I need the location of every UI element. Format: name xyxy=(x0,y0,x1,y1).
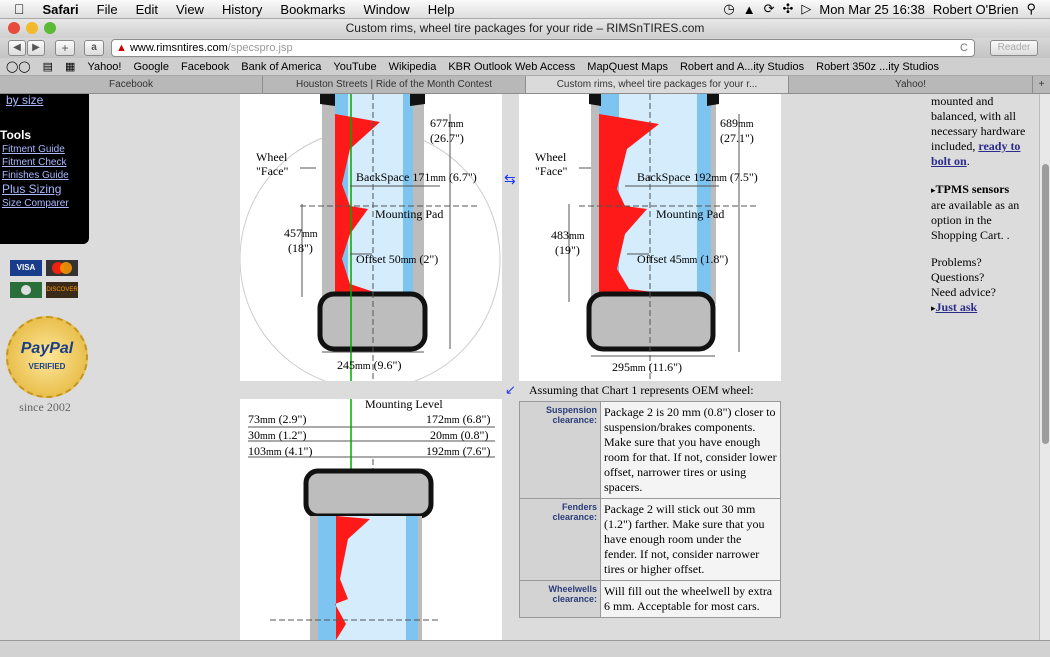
close-window-button[interactable] xyxy=(8,22,20,34)
url-domain: www.rimsntires.com xyxy=(129,42,228,54)
tab-bar xyxy=(0,76,1050,94)
chart2-height-in: (27.1") xyxy=(720,131,754,145)
right-intro-text: mounted and balanced, with all necessary hardware included, ready to bolt on. xyxy=(931,94,1026,168)
table-row-value: Will fill out the wheelwell by extra 6 mm. Acceptable for most cars. xyxy=(601,581,781,618)
chart1-dia-in: (18") xyxy=(288,241,313,255)
new-tab-plus-icon[interactable]: + xyxy=(1038,79,1045,90)
mounting-left-1: 73mm (2.9") xyxy=(248,412,307,426)
paypal-text: PayPal xyxy=(20,340,74,357)
clock[interactable]: Mon Mar 25 16:38 xyxy=(819,1,925,17)
mounting-right-1: 172mm (6.8") xyxy=(426,412,491,426)
wifi-icon[interactable]: ▲ xyxy=(742,1,756,17)
tab-yahoo[interactable]: Yahoo! xyxy=(789,76,1033,93)
finishes-guide-link[interactable]: Finishes Guide xyxy=(2,170,69,181)
ready-to-bolt-on-link[interactable]: ready to bolt on xyxy=(931,139,1021,168)
spotlight-icon[interactable]: ⚲ xyxy=(1026,1,1036,16)
just-ask-row xyxy=(931,300,1031,316)
bookmarks-bar xyxy=(0,58,1050,76)
chart1-face-label-1: Wheel xyxy=(256,150,288,164)
menu-help[interactable]: Help xyxy=(417,1,444,17)
menu-history[interactable]: History xyxy=(211,1,252,17)
bookmark-yahoo[interactable]: Yahoo! xyxy=(87,60,122,73)
menu-edit[interactable]: Edit xyxy=(125,1,148,17)
chart1-height-in: (26.7") xyxy=(430,131,464,145)
assuming-text: Assuming that Chart 1 represents OEM wheel: xyxy=(529,383,754,397)
tab-rimsntires[interactable]: Custom rims, wheel tire packages for your r... xyxy=(526,76,789,93)
fitment-guide-link[interactable]: Fitment Guide xyxy=(2,144,65,155)
bookmark-wikipedia[interactable]: Wikipedia xyxy=(388,60,437,73)
tools-heading: Tools xyxy=(0,128,32,142)
just-ask-bullet-icon: ▸ xyxy=(931,303,936,313)
back-button[interactable]: ◀ xyxy=(8,40,26,56)
paypal-verified-seal[interactable] xyxy=(6,316,88,398)
page-scrollbar[interactable] xyxy=(1039,94,1050,640)
plus-sizing-link[interactable]: Plus Sizing xyxy=(2,182,62,196)
fitment-check-link[interactable]: Fitment Check xyxy=(2,157,67,168)
scrollbar-thumb[interactable] xyxy=(1042,164,1049,444)
table-row-label: Wheelwells clearance: xyxy=(520,581,601,618)
mounting-level-label: Mounting Level xyxy=(365,397,443,411)
mounting-left-2: 30mm (1.2") xyxy=(248,428,307,442)
bookmark-youtube[interactable]: YouTube xyxy=(333,60,377,73)
mounting-level-chart xyxy=(240,399,502,640)
just-ask-link[interactable]: Just ask xyxy=(935,300,978,314)
since-2002-text: since 2002 xyxy=(19,400,71,414)
site-favicon-icon: ▲ xyxy=(116,42,127,54)
browser-toolbar xyxy=(0,38,1050,58)
mounting-right-2: 20mm (0.8") xyxy=(430,428,489,442)
tpms-bullet-icon: ▸ xyxy=(931,185,936,195)
sync-icon[interactable]: ⟳ xyxy=(763,1,775,16)
forward-button[interactable]: ▶ xyxy=(27,40,45,56)
bluetooth-icon[interactable]: ✣ xyxy=(782,1,794,16)
mounting-left-3: 103mm (4.1") xyxy=(248,444,313,458)
chart1-face-label-2: "Face" xyxy=(256,164,289,178)
chart2-mounting-pad: Mounting Pad xyxy=(656,207,725,221)
table-row xyxy=(520,402,781,499)
new-tab-button[interactable]: + xyxy=(55,40,75,56)
table-row xyxy=(520,581,781,618)
bookmark-kbr-outlook[interactable]: KBR Outlook Web Access xyxy=(448,60,576,73)
user-name[interactable]: Robert O'Brien xyxy=(932,1,1019,17)
chart2-backspace: BackSpace 192mm (7.5") xyxy=(637,170,758,184)
top-sites-icon[interactable]: ▦ xyxy=(65,61,76,73)
reload-icon[interactable]: C xyxy=(960,42,968,54)
menu-bar xyxy=(0,0,1050,19)
wheel-chart-1 xyxy=(240,94,502,381)
window-title: Custom rims, wheel tire packages for your ride – RIMSnTIRES.com xyxy=(345,21,705,35)
wheel-chart-2 xyxy=(519,94,781,381)
verified-text: VERIFIED xyxy=(28,362,66,371)
visa-card-icon: VISA xyxy=(10,260,42,276)
chart1-width: 245mm (9.6") xyxy=(337,358,402,372)
chart2-face-label-1: Wheel xyxy=(535,150,567,164)
menu-bookmarks[interactable]: Bookmarks xyxy=(269,1,335,17)
bookmark-facebook[interactable]: Facebook xyxy=(180,60,230,73)
reading-list-icon[interactable]: ◯◯ xyxy=(6,61,31,73)
chart1-dia-mm: 457mm xyxy=(284,226,318,240)
bookmark-mapquest[interactable]: MapQuest Maps xyxy=(587,60,668,73)
tpms-text: are available as an option in the Shopping Cart. . xyxy=(931,198,1020,242)
right-column xyxy=(931,94,1031,316)
discover-card-icon: DISCOVER xyxy=(46,282,78,298)
menu-app-name[interactable]: Safari xyxy=(32,1,69,17)
table-row-value: Package 2 will stick out 30 mm (1.2") farther. Make sure that you have enough room under the fender. If not, consider narrower tires or higher offset. xyxy=(601,499,781,581)
bookmark-robert-and-a[interactable]: Robert and A...ity Studios xyxy=(679,60,805,73)
time-machine-icon[interactable]: ◷ xyxy=(723,1,735,16)
size-comparer-link[interactable]: Size Comparer xyxy=(2,198,69,209)
chart2-offset: Offset 45mm (1.8") xyxy=(637,252,729,266)
bookmark-bank-of-america[interactable]: Bank of America xyxy=(241,60,322,73)
minimize-window-button[interactable] xyxy=(26,22,38,34)
address-bar[interactable] xyxy=(111,39,975,57)
clearance-table xyxy=(519,401,781,618)
window-titlebar xyxy=(0,19,1050,38)
tab-facebook[interactable]: Facebook xyxy=(0,76,263,93)
table-row-label: Suspension clearance: xyxy=(520,402,601,499)
url-path: /specspro.jsp xyxy=(227,42,293,54)
chart2-face-label-2: "Face" xyxy=(535,164,568,178)
chart2-dia-mm: 483mm xyxy=(551,228,585,242)
chart1-height-mm: 677mm xyxy=(430,116,464,130)
chart2-dia-in: (19") xyxy=(555,243,580,257)
menu-file[interactable]: File xyxy=(86,1,108,17)
table-row-value: Package 2 is 20 mm (0.8") closer to suspension/brakes components. Make sure that you have enough room for that. If not, consider lower offset, narrower tires or using spacers. xyxy=(601,402,781,499)
arrow-down-left-icon: ↙ xyxy=(505,382,516,397)
bookmarks-book-icon[interactable]: ▤ xyxy=(42,61,54,73)
reader-button[interactable]: Reader xyxy=(990,40,1038,56)
bookmark-google[interactable]: Google xyxy=(133,60,169,73)
table-row-label: Fenders clearance: xyxy=(520,499,601,581)
swap-arrows-icon[interactable]: ⇆ xyxy=(504,171,516,187)
table-row xyxy=(520,499,781,581)
zoom-window-button[interactable] xyxy=(44,22,56,34)
chart2-width: 295mm (11.6") xyxy=(612,360,683,374)
tpms-block xyxy=(931,182,1031,243)
bookmark-robert-350z[interactable]: Robert 350z ...ity Studios xyxy=(816,60,940,73)
tab-houston-streets[interactable]: Houston Streets | Ride of the Month Contest xyxy=(263,76,526,93)
menu-window[interactable]: Window xyxy=(352,1,400,17)
status-bar xyxy=(0,640,1050,657)
mounting-right-3: 192mm (7.6") xyxy=(426,444,491,458)
tpms-title[interactable]: TPMS sensors xyxy=(935,182,1010,196)
menu-view[interactable]: View xyxy=(165,1,194,17)
mastercard-icon xyxy=(46,260,78,276)
page-content xyxy=(0,94,1039,640)
chart1-offset: Offset 50mm (2") xyxy=(356,252,439,266)
apple-icon[interactable] xyxy=(0,1,34,17)
tools-sidebar xyxy=(0,94,89,244)
chart1-backspace: BackSpace 171mm (6.7") xyxy=(356,170,477,184)
chart1-mounting-pad: Mounting Pad xyxy=(375,207,444,221)
chart2-height-mm: 689mm xyxy=(720,116,754,130)
problems-text: Problems? Questions? Need advice? xyxy=(931,255,996,299)
amazon-extension-icon[interactable]: a xyxy=(84,40,104,56)
amex-card-icon xyxy=(10,282,42,298)
by-size-link[interactable]: by size xyxy=(6,94,44,107)
volume-icon[interactable]: ▷ xyxy=(801,1,812,16)
